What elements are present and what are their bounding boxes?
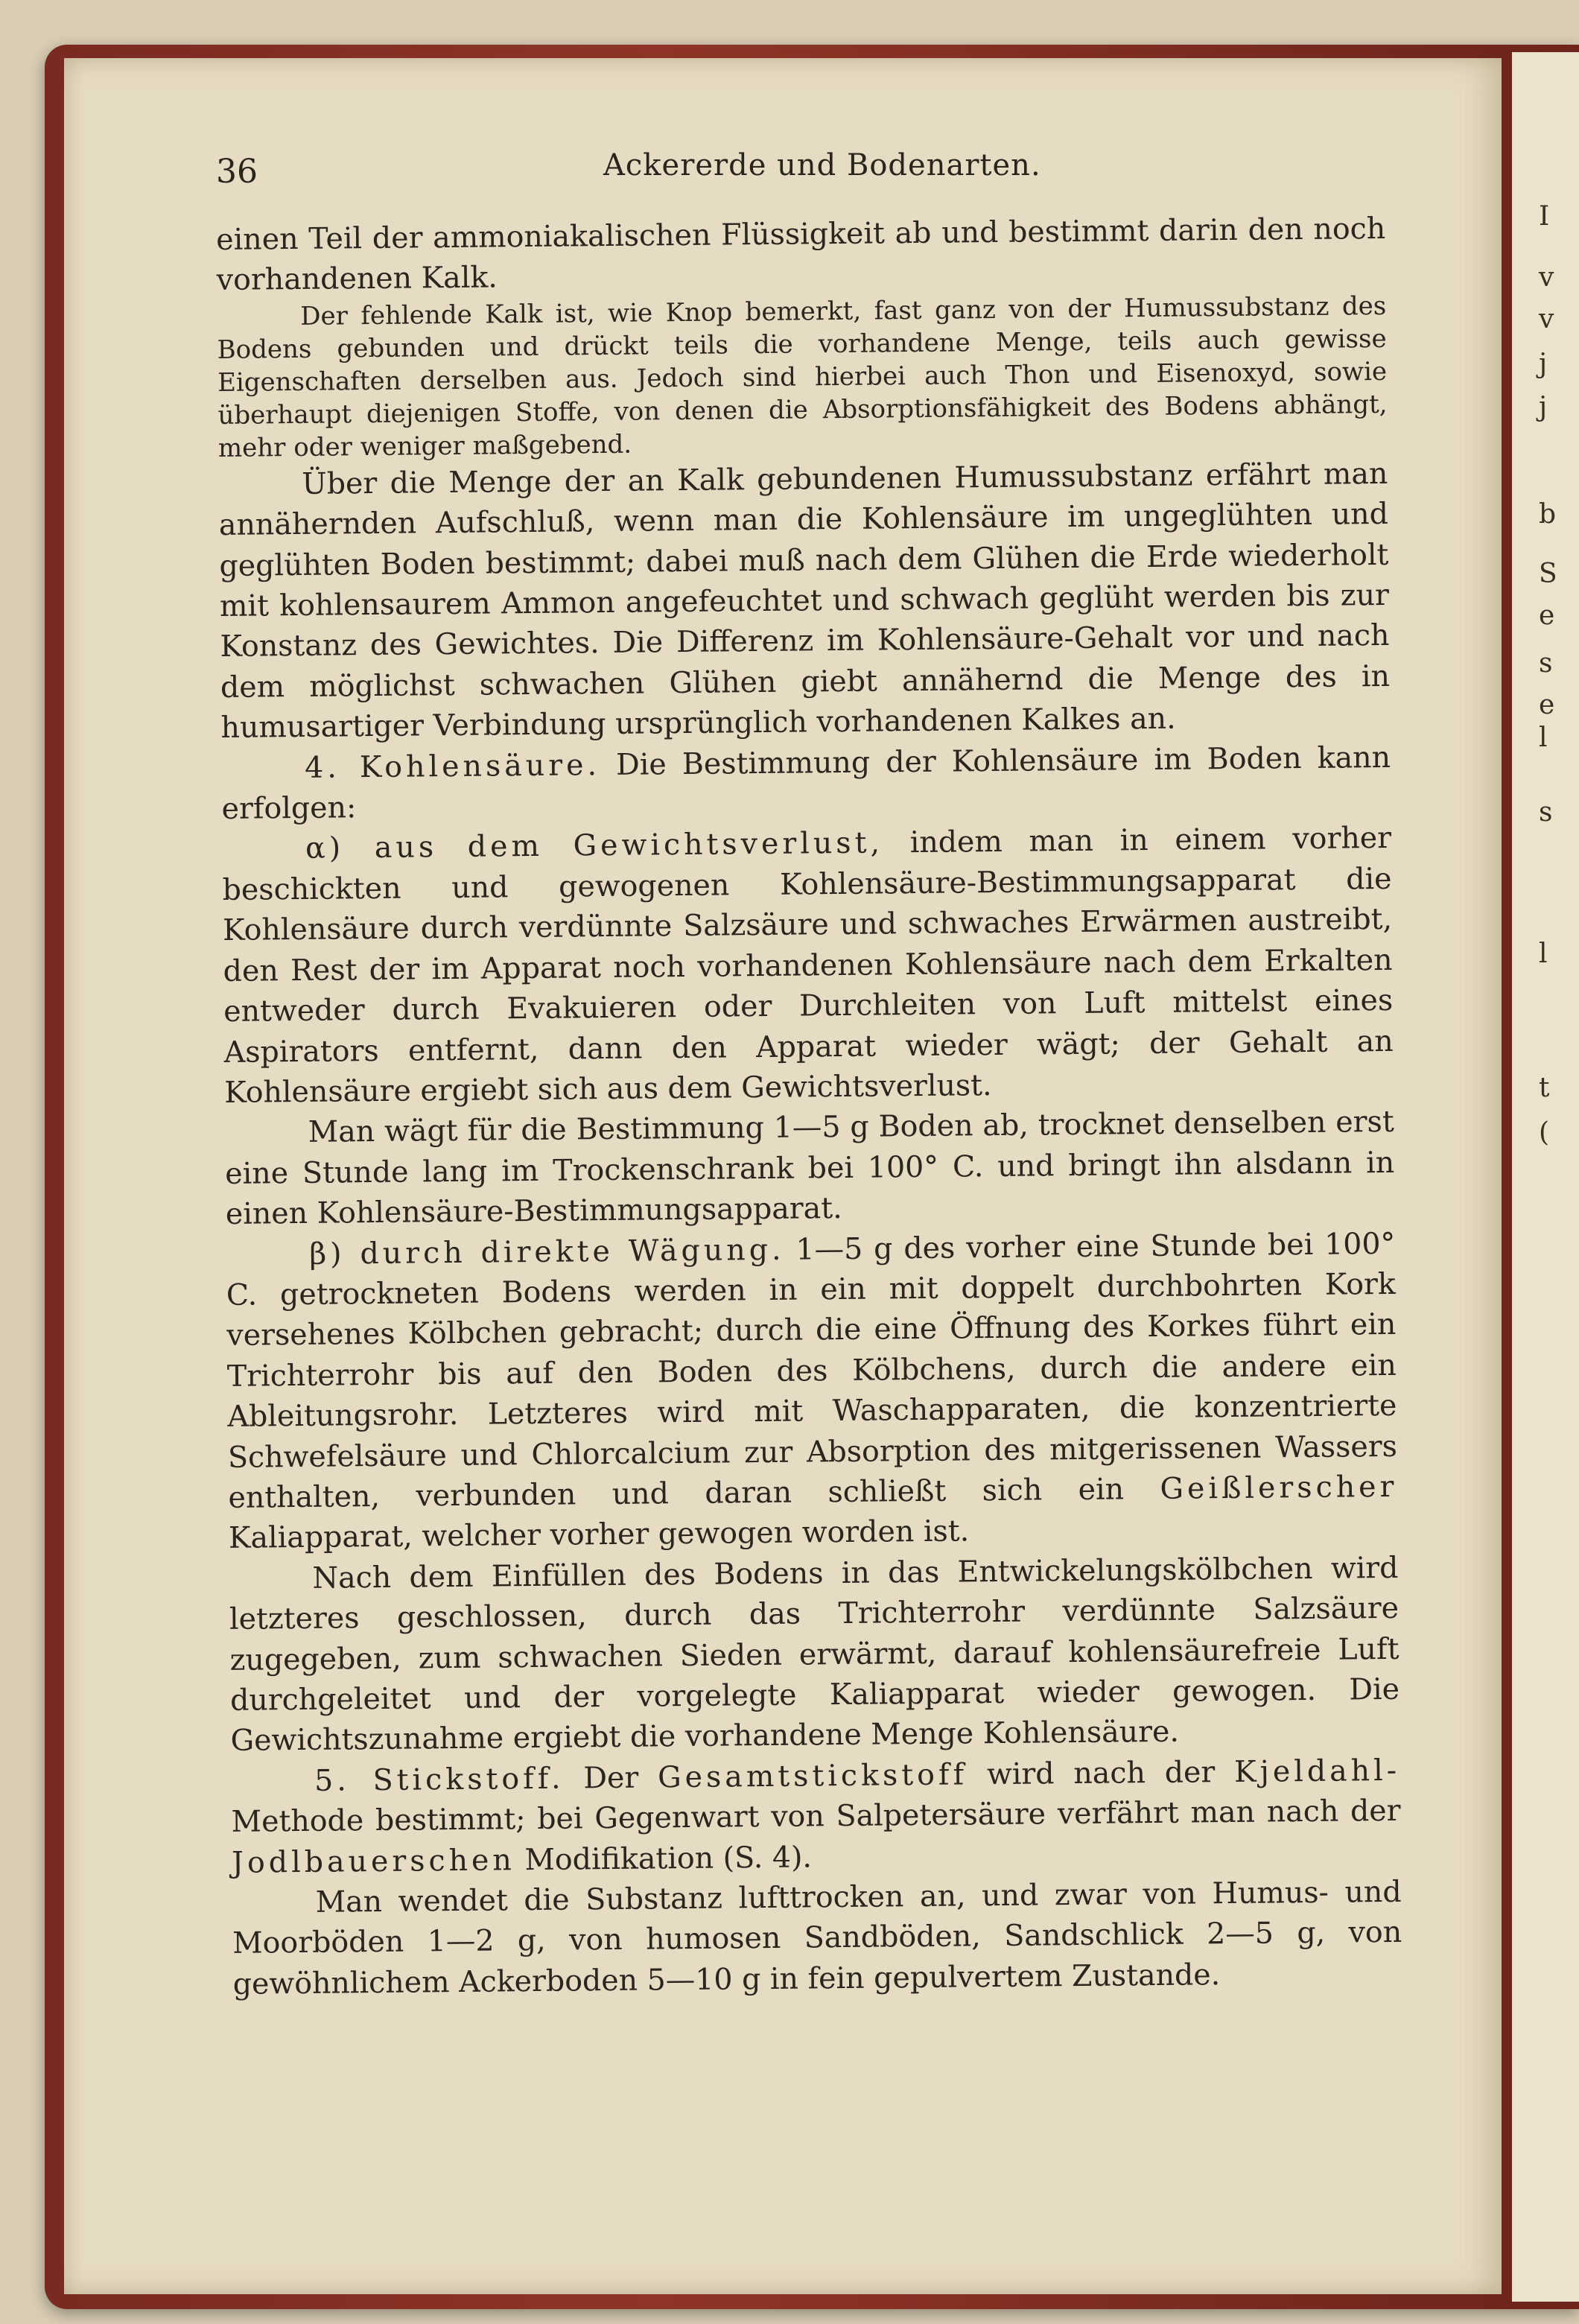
section-heading: 5. Stickstoff. (314, 1761, 565, 1798)
adjacent-fragment: e (1539, 690, 1555, 720)
adjacent-fragment: e (1539, 600, 1555, 631)
subsection-heading: α) aus dem Gewichtsverlust, (305, 825, 884, 866)
adjacent-fragment: I (1539, 201, 1550, 232)
body-text (216, 209, 1402, 2004)
adjacent-fragment: l (1539, 723, 1548, 753)
subsection-text-end: Kaliapparat, welcher vorher gewogen worden ist. (228, 1514, 970, 1556)
paragraph: einen Teil der ammoniakalischen Flüssigkeit ab und bestimmt darin den noch vorhandenen Kalk. (216, 211, 1386, 298)
section-paragraph (231, 1750, 1401, 1883)
section-paragraph (221, 737, 1391, 830)
section-text: wird nach der (986, 1755, 1216, 1791)
page-header (216, 148, 1408, 197)
adjacent-fragment: s (1539, 648, 1553, 679)
adjacent-fragment: l (1539, 939, 1548, 969)
subsection-paragraph (226, 1223, 1398, 1558)
adjacent-fragment: v (1539, 262, 1554, 293)
adjacent-fragment: b (1539, 499, 1557, 530)
paragraph: Man wägt für die Bestimmung 1—5 g Boden ab, trocknet denselben erst eine Stunde lang im Trockenschrank bei 100° C. und bringt ihn alsdann in einen Kohlensäure-Bestimmungsapparat. (225, 1105, 1395, 1232)
adjacent-fragment: j (1539, 349, 1548, 379)
adjacent-fragment: j (1539, 392, 1548, 422)
adjacent-fragment: S (1539, 559, 1557, 589)
running-title: Ackererde und Bodenarten. (603, 148, 1041, 182)
small-print-paragraph: Der fehlende Kalk ist, wie Knop bemerkt, fast ganz von der Humussubstanz des Bodens gebunden und drückt teils die vorhandene Menge, teils auch gewisse Eigenschaften derselben aus. Jedoch sind hierbei auch Thon und Eisenoxyd, sowie überhaupt diejenigen Stoffe, von denen die Absorptionsfähigkeit des Bodens abhängt, mehr oder weniger maßgebend. (217, 290, 1388, 463)
emphasized-name: Kjeldahl- (1233, 1753, 1401, 1789)
adjacent-fragment: ( (1539, 1117, 1550, 1148)
emphasized-name: Geißlerscher (1160, 1469, 1398, 1506)
section-text: Modifikation (S. 4). (524, 1840, 813, 1877)
section-text: Der (583, 1760, 639, 1796)
page-number: 36 (216, 153, 258, 191)
adjacent-page-edge (1512, 52, 1579, 2302)
adjacent-fragment: t (1539, 1073, 1550, 1103)
adjacent-fragment: v (1539, 304, 1554, 334)
emphasized-name: Jodlbauerschen (231, 1842, 516, 1880)
emphasized-term: Gesamtstickstoff (657, 1757, 968, 1795)
subsection-heading: β) durch direkte Wägung. (309, 1232, 785, 1271)
subsection-paragraph (222, 818, 1394, 1113)
paragraph: Über die Menge der an Kalk gebundenen Humussubstanz erfährt man annähernden Aufschluß, wenn man die Kohlensäure im ungeglühten und geglühten Boden bestimmt; dabei muß nach dem Glühen die Erde wiederholt mit kohlensaurem Ammon angefeuchtet und schwach geglüht werden bis zur Konstanz des Gewichtes. Die Differenz im Kohlensäure-Gehalt vor und nach dem möglichst schwachen Glühen giebt annähernd die Menge des in humusartiger Verbindung ursprünglich vorhandenen Kalkes an. (218, 456, 1391, 746)
paragraph: Nach dem Einfüllen des Bodens in das Entwickelungskölbchen wird letzteres geschlossen, durch das Trichterrohr verdünnte Salzsäure zugegeben, zum schwachen Sieden erwärmt, darauf kohlensäurefreie Luft durchgeleitet und der vorgelegte Kaliapparat wieder gewogen. Die Gewichtszunahme ergiebt die vorhandene Menge Kohlensäure. (229, 1550, 1400, 1759)
section-text: Die Bestimmung der Kohlensäure im Boden kann erfolgen: (221, 740, 1391, 827)
paragraph: Man wendet die Substanz lufttrocken an, und zwar von Humus- und Moorböden 1—2 g, von humosen Sandböden, Sandschlick 2—5 g, von gewöhnlichem Ackerboden 5—10 g in fein gepulvertem Zustande. (232, 1874, 1402, 2001)
subsection-text: 1—5 g des vorher eine Stunde bei 100° C. getrockneten Bodens werden in ein mit doppelt durchbohrten Kork versehenes Kölbchen gebracht; durch die eine Öffnung des Korkes führt ein Trichterrohr bis auf den Boden des Kölbchens, durch die andere ein Ableitungsrohr. Letzteres wird mit Waschapparaten, die konzentrierte Schwefelsäure und Chlorcalcium zur Absorption des mitgerissenen Wassers enthalten, verbunden und daran schließt sich ein (226, 1226, 1398, 1515)
subsection-text: indem man in einem vorher beschickten und gewogenen Kohlensäure-Bestimmungsapparat die Kohlensäure durch verdünnte Salzsäure und schwaches Erwärmen austreibt, den Rest der im Apparat noch vorhandenen Kohlensäure nach dem Erkalten entweder durch Evakuieren oder Durchleiten von Luft mittelst eines Aspirators entfernt, dann den Apparat wieder wägt; der Gehalt an Kohlensäure ergiebt sich aus dem Gewichtsverlust. (222, 821, 1394, 1110)
section-text: Methode bestimmt; bei Gegenwart von Salpetersäure verfährt man nach der (231, 1794, 1401, 1840)
adjacent-fragment: s (1539, 797, 1553, 828)
section-heading: 4. Kohlensäure. (304, 747, 601, 785)
